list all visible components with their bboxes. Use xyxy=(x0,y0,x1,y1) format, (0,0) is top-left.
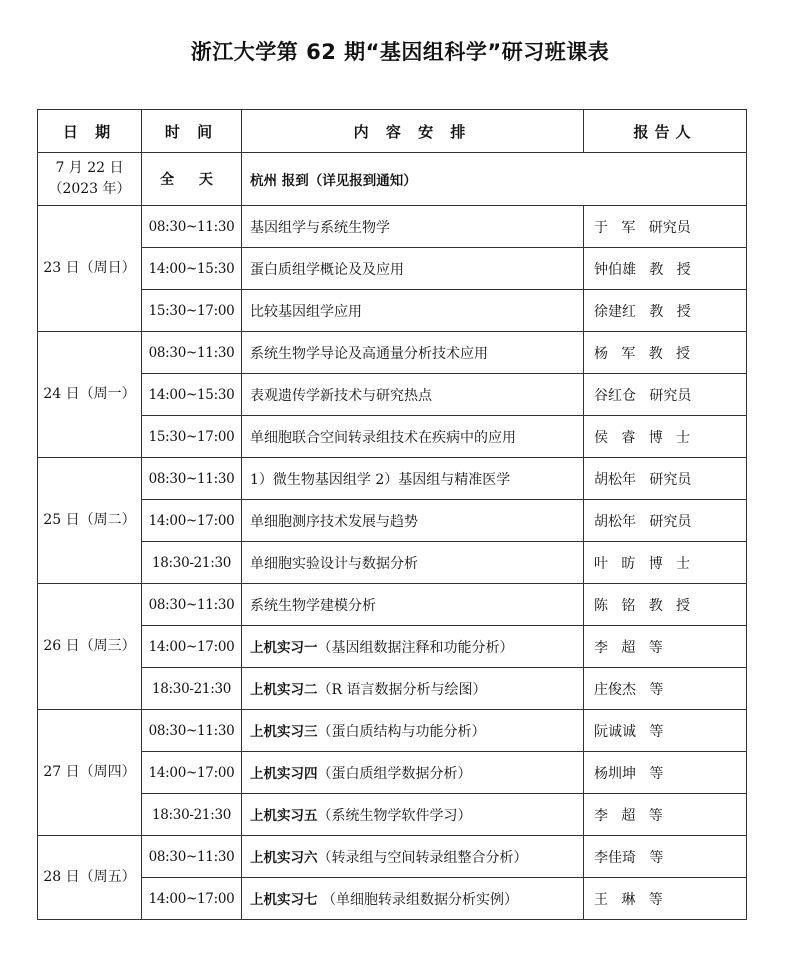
session-topic: （蛋白质组学数据分析） xyxy=(317,766,472,782)
session-row xyxy=(38,710,747,752)
session-topic: （基因组数据注释和功能分析） xyxy=(317,640,514,656)
header-speaker: 报告人 xyxy=(584,110,747,153)
session-topic: 单细胞实验设计与数据分析 xyxy=(250,555,418,572)
session-time: 08:30~11:30 xyxy=(142,584,242,626)
session-row xyxy=(38,752,747,794)
session-topic: 1）微生物基因组学 2）基因组与精准医学 xyxy=(250,471,511,488)
session-speaker: 谷红仓 研究员 xyxy=(584,374,747,416)
header-date: 日 期 xyxy=(38,110,142,153)
session-speaker: 庄俊杰 等 xyxy=(584,668,747,710)
session-content xyxy=(242,794,584,836)
session-content xyxy=(242,710,584,752)
lab-session-label: 上机实习七 xyxy=(250,892,318,908)
session-time: 18:30-21:30 xyxy=(142,668,242,710)
session-topic: 蛋白质组学概论及及应用 xyxy=(250,261,404,278)
header-time: 时 间 xyxy=(142,110,242,153)
session-time: 08:30~11:30 xyxy=(142,206,242,248)
day-date: 27 日（周四） xyxy=(38,710,142,836)
session-row xyxy=(38,458,747,500)
session-speaker: 杨 军 教 授 xyxy=(584,332,747,374)
session-time: 08:30~11:30 xyxy=(142,332,242,374)
session-content xyxy=(242,836,584,878)
session-content xyxy=(242,416,584,458)
lab-session-label: 上机实习四 xyxy=(250,766,318,782)
session-topic: 比较基因组学应用 xyxy=(250,303,362,320)
header-content: 内 容 安 排 xyxy=(242,110,584,153)
session-speaker: 李 超 等 xyxy=(584,626,747,668)
session-content xyxy=(242,374,584,416)
session-topic: 单细胞联合空间转录组技术在疾病中的应用 xyxy=(250,429,516,446)
session-time: 14:00~17:00 xyxy=(142,878,242,920)
session-content xyxy=(242,500,584,542)
session-time: 08:30~11:30 xyxy=(142,458,242,500)
session-time: 15:30~17:00 xyxy=(142,416,242,458)
session-topic: （转录组与空间转录组整合分析） xyxy=(317,850,528,866)
session-speaker: 王 琳 等 xyxy=(584,878,747,920)
session-content xyxy=(242,332,584,374)
session-time: 08:30~11:30 xyxy=(142,710,242,752)
day-date: 26 日（周三） xyxy=(38,584,142,710)
lab-session-label: 上机实习一 xyxy=(250,640,318,656)
session-time: 14:00~15:30 xyxy=(142,248,242,290)
registration-content: 杭州 报到（详见报到通知） xyxy=(242,153,747,206)
registration-date xyxy=(38,153,142,206)
session-time: 15:30~17:00 xyxy=(142,290,242,332)
session-topic: （蛋白质结构与功能分析） xyxy=(317,724,486,740)
session-row xyxy=(38,248,747,290)
session-topic: 单细胞测序技术发展与趋势 xyxy=(250,513,418,530)
session-topic: （系统生物学软件学习） xyxy=(317,808,472,824)
session-speaker: 李佳琦 等 xyxy=(584,836,747,878)
session-time: 14:00~17:00 xyxy=(142,752,242,794)
session-topic: 基因组学与系统生物学 xyxy=(250,219,390,236)
registration-row xyxy=(38,153,747,206)
session-topic: （单细胞转录组数据分析实例） xyxy=(317,892,518,908)
session-row xyxy=(38,332,747,374)
session-speaker: 叶 昉 博 士 xyxy=(584,542,747,584)
session-row xyxy=(38,878,747,920)
session-row xyxy=(38,668,747,710)
session-row xyxy=(38,206,747,248)
day-date: 24 日（周一） xyxy=(38,332,142,458)
session-speaker: 胡松年 研究员 xyxy=(584,458,747,500)
session-time: 14:00~17:00 xyxy=(142,626,242,668)
lab-session-label: 上机实习三 xyxy=(250,724,318,740)
session-time: 14:00~17:00 xyxy=(142,500,242,542)
session-speaker: 钟伯雄 教 授 xyxy=(584,248,747,290)
session-content xyxy=(242,458,584,500)
lab-session-label: 上机实习二 xyxy=(250,682,318,698)
session-speaker: 阮诚诚 等 xyxy=(584,710,747,752)
session-content xyxy=(242,248,584,290)
day-date: 23 日（周日） xyxy=(38,206,142,332)
lab-session-label: 上机实习五 xyxy=(250,808,318,824)
schedule-table xyxy=(37,109,747,920)
session-speaker: 陈 铭 教 授 xyxy=(584,584,747,626)
registration-date-line1: 7 月 22 日 xyxy=(55,160,124,176)
session-speaker: 于 军 研究员 xyxy=(584,206,747,248)
session-row xyxy=(38,836,747,878)
session-topic: 表观遗传学新技术与研究热点 xyxy=(250,387,432,404)
session-row xyxy=(38,374,747,416)
session-topic: 系统生物学导论及高通量分析技术应用 xyxy=(250,345,488,362)
session-speaker: 李 超 等 xyxy=(584,794,747,836)
session-row xyxy=(38,416,747,458)
session-row xyxy=(38,290,747,332)
session-topic: 系统生物学建模分析 xyxy=(250,597,376,614)
session-content xyxy=(242,542,584,584)
page-title: 浙江大学第 62 期“基因组科学”研习班课表 xyxy=(190,40,610,64)
header-row xyxy=(38,110,747,153)
session-row xyxy=(38,626,747,668)
session-speaker: 徐建红 教 授 xyxy=(584,290,747,332)
day-date: 25 日（周二） xyxy=(38,458,142,584)
session-content xyxy=(242,206,584,248)
session-content xyxy=(242,878,584,920)
session-row xyxy=(38,584,747,626)
session-row xyxy=(38,794,747,836)
session-speaker: 杨圳坤 等 xyxy=(584,752,747,794)
session-content xyxy=(242,290,584,332)
session-content xyxy=(242,584,584,626)
session-time: 14:00~15:30 xyxy=(142,374,242,416)
session-time: 18:30-21:30 xyxy=(142,542,242,584)
session-content xyxy=(242,668,584,710)
session-time: 08:30~11:30 xyxy=(142,836,242,878)
session-speaker: 胡松年 研究员 xyxy=(584,500,747,542)
session-speaker: 侯 睿 博 士 xyxy=(584,416,747,458)
session-topic: （R 语言数据分析与绘图） xyxy=(317,682,487,698)
registration-time: 全 天 xyxy=(142,153,242,206)
session-row xyxy=(38,542,747,584)
session-content xyxy=(242,626,584,668)
session-time: 18:30-21:30 xyxy=(142,794,242,836)
registration-date-line2: （2023 年） xyxy=(48,181,131,197)
session-content xyxy=(242,752,584,794)
day-date: 28 日（周五） xyxy=(38,836,142,920)
lab-session-label: 上机实习六 xyxy=(250,850,318,866)
session-row xyxy=(38,500,747,542)
